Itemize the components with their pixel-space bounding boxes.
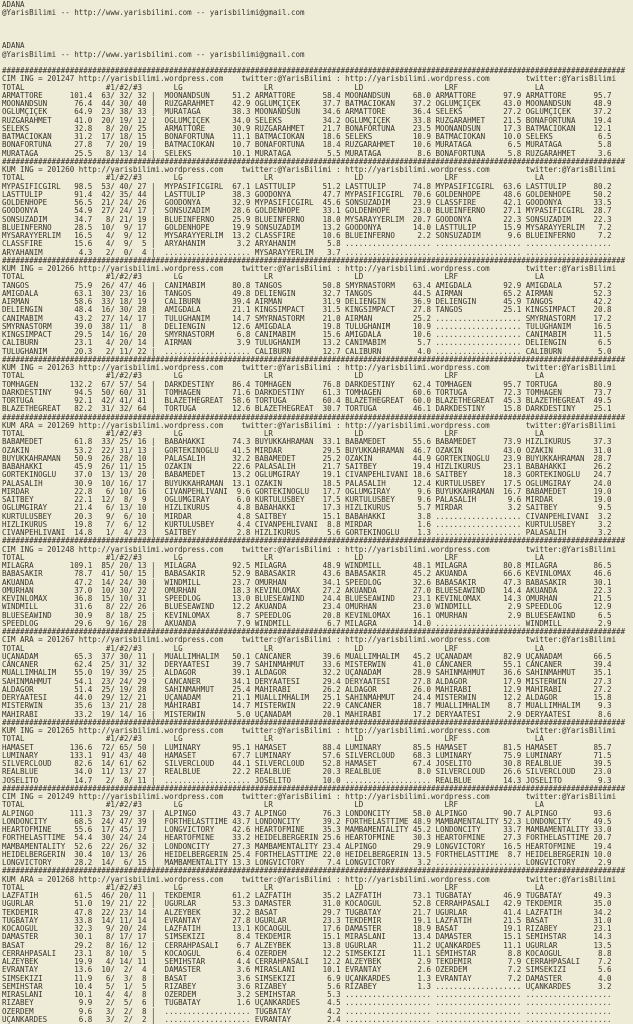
separator-line: ########################################################################################################################################## [2, 157, 626, 166]
section-header-line: CIM ING = 201247 http://yarisbilimi.wordpress.com twitter:@YarisBilimi : http://yarisbilimi.wordpress.com twitter:@YarisBilimi [2, 75, 617, 84]
section-header-line: KUM ING = 201260 http://yarisbilimi.wordpress.com twitter:@YarisBilimi : http://yarisbilimi.wordpress.com twitter:@YarisBilimi [2, 166, 617, 174]
stats-row: JOSELITO 14.7 2/ 8/ 11 | ................... JOSELITO 10.0 ................... REALBLUE 14.3 JOSELITO 9.3 [2, 776, 612, 785]
stats-row: DAMASTER 30.1 8/ 17/ 17 | SIMSEKIZI 8.4 TEKDEMIR 15.1 MIRASLANI 13.4 DAMASTER 15.1 SEMIHSTAR 14.3 [2, 933, 612, 942]
stats-row: TULUGHANIM 20.3 2/ 11/ 22 | ................... CALIBURN 12.7 CALIBURN 4.0 ................... CALIBURN 5.0 [2, 347, 612, 356]
stats-row: CERRAHPASALI 23.1 8/ 10/ 5 | KOCAOGUL 6.4 ÖZERDEM 12.2 SIMSEKIZI 11.1 SEMIHSTAR 8.8 KOCAOGUL 8.8 [2, 949, 612, 958]
stats-row: CANCANER 62.4 25/ 31/ 32 | DERYAATESI 39.7 SAHINMAHMUT 33.6 MISTERWIN 41.0 CANCANER 55.1 CANCANER 39.4 [2, 661, 612, 669]
section-header-line: KUM ING = 201265 http://yarisbilimi.wordpress.com twitter:@YarisBilimi : http://yarisbilimi.wordpress.com twitter:@YarisBilimi [2, 727, 617, 735]
stats-row: BABAMEDET 61.8 33/ 25/ 16 | BABAHAKKI 74.3 BÜYÜKKAHRAMAN 33.1 BABAMEDET 55.6 BABAMEDET 73.9 HIZLIKURUS 37.3 [2, 438, 612, 447]
stats-row: TOMHAGEN 132.2 67/ 57/ 54 | DARKDESTINY 86.4 TOMHAGEN 76.8 DARKDESTINY 62.4 TOMHAGEN 95.7 TORTUGA 80.9 [2, 380, 612, 389]
stats-row: RÜZGARAHMET 41.0 20/ 19/ 12 | OGLUMÇIÇEK 34.0 SELEKS 34.2 OGLUMÇIÇEK 33.8 RÜZGARAHMET 21.5 BONAFORTUNA 19.4 [2, 116, 612, 125]
stats-row: CANIMABIM 43.2 27/ 14/ 17 | TULUGHANIM 14.7 SMYRNASTORM 21.0 AIRMAN 25.2 ................... SMYRNASTORM 17.2 [2, 314, 612, 323]
blank-line [2, 34, 633, 42]
column-header-line: TOTAL #1/#2/#3 LG LR LD LRF LA [2, 801, 544, 810]
location-line: ADANA [2, 42, 25, 51]
stats-row: UGURLAR 51.0 19/ 21/ 22 | UGURLAR 53.3 DAMASTER 31.0 KOCAOGUL 52.8 CERRAHPASALI 42.9 TEKDEMIR 35.0 [2, 900, 612, 909]
stats-row: BONAFORTUNA 27.8 7/ 20/ 19 | BATMACIOKAN 10.7 BONAFORTUNA 18.4 RÜZGARAHMET 10.6 MURATAGA 6.5 MURATAGA 5.8 [2, 141, 612, 150]
separator-line: ########################################################################################################################################## [2, 256, 626, 265]
stats-row: SILVERCLOUD 82.6 14/ 61/ 62 | SILVERCLOUD 44.1 SILVERCLOUD 52.8 HAMASET 67.4 JOSELITO 30.8 REALBLUE 39.5 [2, 760, 612, 768]
stats-row: EVRANTAY 13.6 10/ 2/ 4 | DAMASTER 3.6 MIRASLANI 10.1 EVRANTAY 2.6 ÖZERDEM 7.2 SIMSEKIZI 5.6 [2, 966, 612, 975]
separator-line: ########################################################################################################################################## [2, 718, 626, 727]
stats-row: AIRMAN 58.6 33/ 18/ 19 | CALIBURN 39.4 AIRMAN 31.9 DELIENGIN 36.9 DELIENGIN 45.9 TANGOS 42.2 [2, 298, 612, 306]
stats-row: PALASALIH 30.9 10/ 16/ 17 | BÜYÜKKAHRAMAN 13.1 ÖZAKIN 18.5 PALASALIH 12.4 KURTULUSBEY 17.5 OGLUMGIRAY 24.0 [2, 479, 612, 488]
column-header-line: TOTAL #1/#2/#3 LG LR LD LRF LA [2, 644, 544, 653]
stats-row: HEARTOFMINE 55.6 17/ 45/ 17 | LONGVICTORY 42.6 HEARTOFMINE 35.3 MAMBAMENTALITY 45.2 LONDONCITY 33.7 MAMBAMENTALITY 33.0 [2, 826, 612, 834]
stats-row: CIVANPEHLIVANI 14.8 1/ 4/ 23 | SAITBEY 2.8 HIZLIKURUS 5.6 GÖRTEKINOGLU 1.3 ................... PALASALIH 3.2 [2, 529, 612, 537]
separator-line: ########################################################################################################################################## [2, 867, 626, 876]
stats-row: BATMACIOKAN 31.2 17/ 18/ 15 | BONAFORTUNA 11.1 BATMACIOKAN 18.6 SELEKS 10.9 BATMACIOKAN 10.0 SELEKS 6.5 [2, 133, 612, 141]
stats-row: MIRDAR 22.8 6/ 10/ 16 | CIVANPEHLIVANI 9.6 GÖRTEKINOGLU 17.7 OGLUMGIRAY 9.6 BÜYÜKKAHRAMAN 16.7 BABAMEDET 19.0 [2, 487, 612, 496]
stats-row: ARMATTORE 101.4 63/ 32/ 32 | MOONANDSUN 51.2 ARMATTORE 58.4 MOONANDSUN 68.0 ARMATTORE 97.9 ARMATTORE 95.7 [2, 91, 612, 100]
stats-row: LONDONCITY 68.5 24/ 47/ 39 | FORTHELASTTIME 43.7 LONDONCITY 39.2 FORTHELASTTIME 48.9 MAMBAMENTALITY 52.3 LONDONCITY 49.5 [2, 817, 612, 826]
separator-line: ########################################################################################################################################## [2, 628, 626, 636]
stats-row: GOODONYA 54.9 27/ 24/ 17 | SONSUZADIM 28.6 GOLDENHOPE 33.1 GOLDENHOPE 23.0 BLUEINFERNO 27.1 MYPASIFICGIRL 28.7 [2, 207, 612, 216]
stats-row: SMYRNASTORM 39.0 38/ 11/ 8 | DELIENGIN 12.6 AMIGDALA 19.8 TULUGHANIM 10.9 ................... TULUGHANIM 16.5 [2, 322, 612, 331]
byline: @YarisBilimi -- http://www.yarisbilimi.com -- yarisbilimi@gmail.com [2, 50, 305, 59]
column-header-line: TOTAL #1/#2/#3 LG LR LD LRF LA [2, 430, 544, 438]
stats-row: SONSUZADIM 34.7 8/ 21/ 19 | BLUEINFERNO 25.9 BLUEINFERNO 18.0 MYSARAYYERLIM 20.7 GOODONYA 22.3 SONSUZADIM 22.3 [2, 215, 612, 224]
stats-row: TANGOS 75.9 26/ 47/ 46 | CANIMABIM 80.8 TANGOS 50.8 SMYRNASTORM 63.4 AMIGDALA 92.9 AMIGDALA 57.2 [2, 281, 612, 290]
stats-row: BABASAKIR 78.7 41/ 50/ 15 | BABASAKIR 52.9 BABASAKIR 43.6 BABASAKIR 45.2 AKUANDA 66.6 KEVINLOMAX 46.6 [2, 570, 612, 579]
column-header-line: TOTAL #1/#2/#3 LG LR LD LRF LA [2, 273, 544, 282]
stats-row: BÜYÜKKAHRAMAN 50.9 26/ 28/ 10 | PALASALIH 32.2 BABAMEDET 25.2 ÖZAKIN 44.9 GÖRTEKINOGLU 23.9 BÜYÜKKAHRAMAN 28.7 [2, 454, 612, 463]
stats-row: BLAZETHEGREAT 82.2 31/ 32/ 64 | TORTUGA 12.6 BLAZETHEGREAT 30.7 TORTUGA 46.1 DARKDESTINY 15.8 DARKDESTINY 25.1 [2, 405, 612, 414]
blank-line [2, 18, 633, 26]
stats-row: MAHIRABI 33.2 19/ 14/ 16 | MISTERWIN 5.0 UÇANADAM 20.1 MAHIRABI 17.2 DERYAATESI 2.9 DERYAATESI 8.6 [2, 710, 612, 719]
stats-row: LASTTULIP 91.4 42/ 35/ 44 | LASTTULIP 38.3 GOODONYA 47.7 MYPASIFICGIRL 70.6 GOLDENHOPE 48.6 GOLDENHOPE 50.2 [2, 190, 612, 199]
stats-row: GÖRTEKINOGLU 37.0 13/ 13/ 20 | BABAMEDET 13.2 OGLUMGIRAY 19.1 CIVANPEHLIVANI 18.6 SAITBEY 18.3 GÖRTEKINOGLU 24.7 [2, 471, 612, 480]
blank-line [2, 26, 633, 34]
section-header-line: CIM ARA = 201267 http://yarisbilimi.wordpress.com twitter:@YarisBilimi : http://yarisbilimi.wordpress.com twitter:@YarisBilimi [2, 636, 617, 645]
separator-line: ########################################################################################################################################## [2, 413, 626, 422]
stats-row: AMIGDALA 63.1 30/ 23/ 16 | TANGOS 49.8 DELIENGIN 32.7 TANGOS 44.5 AIRMAN 65.2 AIRMAN 52.3 [2, 289, 612, 298]
separator-line: ########################################################################################################################################## [2, 537, 626, 546]
stats-row: ALPINGO 111.3 73/ 29/ 37 | ALPINGO 43.7 ALPINGO 76.3 LONDONCITY 58.0 ALPINGO 90.7 ALPINGO 93.6 [2, 809, 612, 818]
blank-line [2, 59, 633, 67]
stats-row: MURATAGA 25.5 8/ 13/ 14 | SELEKS 10.1 MURATAGA 5.5 MURATAGA 8.6 BONAFORTUNA 5.8 RÜZGARAHMET 3.6 [2, 149, 612, 158]
stats-row: SAHINMAHMUT 54.1 23/ 24/ 29 | CANCANER 34.1 DERYAATESI 29.4 DERYAATESI 27.8 ALDAGÖR 17.9 MISTERWIN 27.3 [2, 677, 612, 686]
stats-row: HIZLIKURUS 19.8 7/ 6/ 12 | KURTULUSBEY 4.4 CIVANPEHLIVANI 8.8 MIRDAR 1.6 ................... KURTULUSBEY 3.2 [2, 520, 612, 529]
stats-row: BLUESEAWIND 30.9 8/ 18/ 25 | KEVINLOMAX 8.7 SPEEDLOG 20.8 KEVINLOMAX 16.1 ÖMÜRHAN 2.9 BLUESEAWIND 6.5 [2, 611, 612, 620]
stats-row: BASAT 29.2 8/ 16/ 12 | CERRAHPASALI 6.7 ALZEYBEK 13.8 UGURLAR 11.2 UÇANKARDES 11.1 UGURLAR 13.5 [2, 941, 612, 950]
stats-row: HAMASET 136.6 72/ 65/ 50 | LUMINARY 95.1 HAMASET 88.4 LUMINARY 85.5 HAMASET 81.5 HAMASET 85.7 [2, 743, 612, 752]
stats-row: MOONANDSUN 76.4 44/ 30/ 40 | RÜZGARAHMET 42.9 OGLUMÇIÇEK 37.7 BATMACIOKAN 37.2 OGLUMÇIÇEK 43.0 MOONANDSUN 48.9 [2, 100, 612, 108]
stats-row: WINDMILL 31.6 8/ 22/ 26 | BLUESEAWIND 12.2 AKUANDA 23.4 ÖMÜRHAN 23.0 WINDMILL 2.9 SPEEDLOG 12.9 [2, 603, 612, 612]
stats-row: GOLDENHOPE 56.5 21/ 24/ 26 | GOODONYA 32.9 MYPASIFICGIRL 45.6 SONSUZADIM 23.9 CLASSFIRE 42.1 GOODONYA 33.5 [2, 199, 612, 207]
stats-row: ALDAGÖR 51.4 25/ 19/ 28 | SAHINMAHMUT 25.4 MAHIRABI 26.2 ALDAGÖR 26.0 MAHIRABI 12.9 MAHIRABI 27.2 [2, 685, 612, 694]
stats-row: MIRASLANI 10.1 4/ 4/ 8 | ÖZERDEM 3.2 SEMIHSTAR 5.3 ................... ................... ................... [2, 991, 612, 999]
stats-row: UÇANKARDES 6.8 3/ 2/ 2 | ................... EVRANTAY 2.4 ................... ................... ................... [2, 1015, 612, 1024]
byline: @YarisBilimi -- http://www.yarisbilimi.com -- yarisbilimi@gmail.com [2, 9, 305, 18]
stats-row: LONGVICTORY 28.2 14/ 6/ 15 | MAMBAMENTALITY 13.3 LONGVICTORY 7.4 LONGVICTORY 3.2 ................... LONGVICTORY 2.9 [2, 859, 612, 867]
report-body [2, 67, 633, 1024]
stats-row: KURTULUSBEY 20.3 9/ 6/ 10 | MIRDAR 4.8 SAITBEY 15.1 BABAHAKKI 3.8 ................... CIVANPEHLIVANI 3.2 [2, 512, 612, 521]
stats-row: LUMINARY 133.1 91/ 43/ 40 | HAMASET 67.7 LUMINARY 57.6 SILVERCLOUD 68.3 LUMINARY 75.9 LUMINARY 71.5 [2, 751, 612, 760]
stats-row: ÖMÜRHAN 37.0 10/ 30/ 22 | ÖMÜRHAN 18.3 KEVINLOMAX 27.2 AKUANDA 27.0 BLUESEAWIND 14.4 AKUANDA 22.3 [2, 586, 612, 595]
stats-row: TUGBATAY 33.8 14/ 11/ 14 | EVRANTAY 27.8 UGURLAR 23.3 TEKDEMIR 19.1 LAZFATIH 21.5 BASAT 31.0 [2, 916, 612, 925]
stats-row: AKUANDA 47.2 14/ 24/ 30 | WINDMILL 23.7 ÖMÜRHAN 34.1 SPEEDLOG 32.6 BABASAKIR 47.3 BABASAKIR 30.1 [2, 578, 612, 587]
stats-row: MUALLIMHALIM 55.0 19/ 39/ 25 | ALDAGÖR 39.1 ALDAGÖR 32.2 UÇANADAM 28.9 SAHINMAHMUT 36.6 SAHINMAHMUT 35.1 [2, 669, 612, 678]
stats-row: REALBLUE 34.0 11/ 13/ 27 | REALBLUE 22.2 REALBLUE 20.3 REALBLUE 8.0 SILVERCLOUD 26.6 SILVERCLOUD 23.0 [2, 768, 612, 777]
section-header-line: CIM ING = 201249 http://yarisbilimi.wordpress.com twitter:@YarisBilimi : http://yarisbilimi.wordpress.com twitter:@YarisBilimi [2, 793, 617, 801]
stats-row: MILAGRA 109.1 85/ 20/ 13 | MILAGRA 92.5 MILAGRA 48.9 WINDMILL 48.1 MILAGRA 80.8 MILAGRA 86.5 [2, 562, 612, 570]
stats-row: CLASSFIRE 15.6 4/ 9/ 5 | ARYAHANIM 3.2 ARYAHANIM 5.8 ................... ................... ................... [2, 240, 612, 249]
stats-row: MISTERWIN 35.6 13/ 21/ 28 | MAHIRABI 14.7 MISTERWIN 22.9 CANCANER 18.7 MUALLIMHALIM 8.7 MUALLIMHALIM 9.3 [2, 702, 612, 711]
stats-row: KEVINLOMAX 36.8 15/ 10/ 31 | SPEEDLOG 13.0 BLUESEAWIND 24.4 BLUESEAWIND 23.1 KEVINLOMAX 14.3 ÖMÜRHAN 21.5 [2, 595, 612, 603]
stats-row: DARKDESTINY 94.5 50/ 60/ 31 | TOMHAGEN 71.6 DARKDESTINY 61.3 TOMHAGEN 60.6 TORTUGA 72.3 TOMHAGEN 73.7 [2, 388, 612, 397]
column-header-line: TOTAL #1/#2/#3 LG LR LD LRF LA [2, 883, 544, 892]
stats-row: ALZEYBEK 19.9 4/ 14/ 11 | SEMIHSTAR 4.4 CERRAHPASALI 12.2 ALZEYBEK 2.9 TEKDEMIR 7.9 CERRAHPASALI 7.2 [2, 958, 612, 966]
stats-row: FORTHELASTTIME 54.4 30/ 24/ 24 | HEARTOFMINE 33.2 HEIDELBERGERIN 25.6 HEARTOFMINE 30.3 HEARTOFMINE 27.3 FORTHELASTTIME 20.7 [2, 834, 612, 843]
stats-row: SAITBEY 22.1 12/ 8/ 9 | OGLUMGIRAY 6.0 KURTULUSBEY 17.5 KURTULUSBEY 9.6 PALASALIH 9.6 MIRDAR 19.0 [2, 496, 612, 504]
column-header-line: TOTAL #1/#2/#3 LG LR LD LRF LA [2, 83, 544, 92]
column-header-line: TOTAL #1/#2/#3 LG LR LD LRF LA [2, 372, 544, 381]
stats-row: TEKDEMIR 47.8 22/ 23/ 14 | ALZEYBEK 32.2 BASAT 29.7 TUGBATAY 21.7 UGURLAR 41.4 LAZFATIH 34.2 [2, 908, 612, 917]
stats-row: BABAHAKKI 45.9 26/ 11/ 15 | ÖZAKIN 22.6 PALASALIH 21.7 SAITBEY 19.4 HIZLIKURUS 23.1 BABAHAKKI 26.2 [2, 463, 612, 471]
stats-row: OGLUMÇIÇEK 64.9 23/ 38/ 33 | MURATAGA 38.3 MOONANDSUN 34.6 ARMATTORE 36.4 SELEKS 27.2 OGLUMÇIÇEK 37.2 [2, 108, 612, 117]
separator-line: ########################################################################################################################################## [2, 784, 626, 793]
stats-row: ARYAHANIM 4.3 2/ 0/ 4 | ................... MYSARAYYERLIM 3.7 ................... ................... ................... [2, 248, 612, 257]
stats-row: TORTUGA 92.1 42/ 41/ 41 | BLAZETHEGREAT 58.6 TORTUGA 60.4 BLAZETHEGREAT 60.0 BLAZETHEGREAT 45.3 BLAZETHEGREAT 49.5 [2, 397, 612, 405]
section-header-line: KUM ING = 201266 http://yarisbilimi.wordpress.com twitter:@YarisBilimi : http://yarisbilimi.wordpress.com twitter:@YarisBilimi [2, 265, 617, 273]
stats-row: SELEKS 32.8 8/ 20/ 25 | ARMATTORE 30.9 RÜZGARAHMET 21.7 BONAFORTUNA 23.5 MOONANDSUN 17.3 BATMACIOKAN 12.1 [2, 124, 612, 133]
stats-row: UÇANADAM 65.3 37/ 30/ 11 | MUALLIMHALIM 50.1 CANCANER 39.6 MUALLIMHALIM 45.2 UÇANADAM 82.9 UÇANADAM 66.5 [2, 652, 612, 661]
stats-row: DERYAATESI 44.0 29/ 12/ 21 | UÇANADAM 21.1 MUALLIMHALIM 25.1 SAHINMAHMUT 24.4 MISTERWIN 12.2 ALDAGÖR 15.8 [2, 694, 612, 702]
stats-row: BLUEINFERNO 28.5 10/ 9/ 17 | GOLDENHOPE 19.9 SONSUZADIM 13.2 GOODONYA 14.0 LASTTULIP 15.9 MYSARAYYERLIM 7.2 [2, 223, 612, 232]
stats-row: HEIDELBERGERIN 30.4 10/ 13/ 26 | HEIDELBERGERIN 25.4 FORTHELASTTIME 22.0 HEIDELBERGERIN 13.5 FORTHELASTTIME 8.7 HEIDELBERGERIN 10.0 [2, 850, 612, 859]
stats-row: KINGSIMPACT 29.5 14/ 16/ 20 | SMYRNASTORM 6.8 CANIMABIM 15.6 AMIGDALA 10.6 ................... CANIMABIM 11.5 [2, 331, 612, 339]
stats-row: RIZABEY 9.9 2/ 5/ 6 | TUGBATAY 1.6 UÇANKARDES 4.5 ................... ................... ................... [2, 999, 612, 1008]
column-header-line: TOTAL #1/#2/#3 LG LR LD LRF LA [2, 735, 544, 744]
column-header-line: TOTAL #1/#2/#3 LG LR LD LRF LA [2, 553, 544, 562]
stats-row: SIMSEKIZI 11.9 6/ 3/ 8 | BASAT 3.6 SIMSEKIZI 6.9 UÇANKARDES 1.3 EVRANTAY 7.2 DAMASTER 4.0 [2, 974, 612, 983]
stats-row: LAZFATIH 61.5 46/ 20/ 11 | TEKDEMIR 61.2 LAZFATIH 35.2 LAZFATIH 73.1 TUGBATAY 46.9 TUGBATAY 49.3 [2, 892, 612, 900]
stats-row: MAMBAMENTALITY 52.6 22/ 26/ 32 | LONDONCITY 27.3 MAMBAMENTALITY 23.4 ALPINGO 29.9 LONGVICTORY 16.5 HEARTOFMINE 19.4 [2, 842, 612, 851]
stats-row: ÖZAKIN 53.2 22/ 31/ 13 | GÖRTEKINOGLU 41.5 MIRDAR 29.5 BÜYÜKKAHRAMAN 46.7 ÖZAKIN 43.0 ÖZAKIN 31.0 [2, 446, 612, 455]
stats-row: SEMIHSTAR 10.4 5/ 1/ 5 | RIZABEY 3.6 RIZABEY 5.6 RIZABEY 1.3 ................... UÇANKARDES 3.2 [2, 982, 612, 991]
location-line: ADANA [2, 1, 25, 9]
stats-row: DELIENGIN 48.4 16/ 30/ 28 | AMIGDALA 21.1 KINGSIMPACT 31.5 KINGSIMPACT 27.8 TANGOS 25.1 KINGSIMPACT 20.8 [2, 306, 612, 315]
stats-row: KOCAOGUL 32.3 9/ 20/ 24 | LAZFATIH 13.1 KOCAOGUL 17.6 DAMASTER 18.9 BASAT 19.1 RIZABEY 23.1 [2, 925, 612, 933]
section-header-line: CIM ING = 201248 http://yarisbilimi.wordpress.com twitter:@YarisBilimi : http://yarisbilimi.wordpress.com twitter:@YarisBilimi [2, 545, 617, 554]
column-header-line: TOTAL #1/#2/#3 LG LR LD LRF LA [2, 174, 544, 183]
stats-row: SPEEDLOG 29.6 9/ 16/ 28 | AKUANDA 7.9 WINDMILL 6.7 MILAGRA 14.0 ................... WINDMILL 2.9 [2, 619, 612, 628]
stats-row: ÖZERDEM 9.6 3/ 2/ 8 | ................... TUGBATAY 4.2 ................... ................... ................... [2, 1007, 612, 1016]
separator-line: ########################################################################################################################################## [2, 355, 626, 364]
section-header-line: KUM ARA = 201268 http://yarisbilimi.wordpress.com twitter:@YarisBilimi : http://yarisbilimi.wordpress.com twitter:@YarisBilimi [2, 875, 617, 884]
separator-line: ########################################################################################################################################## [2, 67, 626, 75]
section-header-line: KUM ING = 201263 http://yarisbilimi.wordpress.com twitter:@YarisBilimi : http://yarisbilimi.wordpress.com twitter:@YarisBilimi [2, 364, 617, 372]
stats-row: MYPASIFICGIRL 98.5 53/ 40/ 27 | MYPASIFICGIRL 67.1 LASTTULIP 51.2 LASTTULIP 74.8 MYPASIFICGIRL 63.6 LASTTULIP 80.2 [2, 182, 612, 191]
stats-row: CALIBURN 23.1 4/ 20/ 14 | AIRMAN 3.9 TULUGHANIM 13.2 CANIMABIM 5.7 ................... DELIENGIN 6.5 [2, 339, 612, 348]
stats-row: OGLUMGIRAY 21.4 6/ 13/ 10 | HIZLIKURUS 4.8 BABAHAKKI 17.3 HIZLIKURUS 5.7 MIRDAR 3.2 SAITBEY 9.5 [2, 504, 612, 513]
section-header-line: KUM ARA = 201269 http://yarisbilimi.wordpress.com twitter:@YarisBilimi : http://yarisbilimi.wordpress.com twitter:@YarisBilimi [2, 421, 617, 430]
stats-row: MYSARAYYERLIM 16.5 4/ 9/ 12 | MYSARAYYERLIM 13.2 CLASSFIRE 10.6 BLUEINFERNO 2.2 SONSUZADIM 9.6 BLUEINFERNO 7.2 [2, 232, 612, 240]
